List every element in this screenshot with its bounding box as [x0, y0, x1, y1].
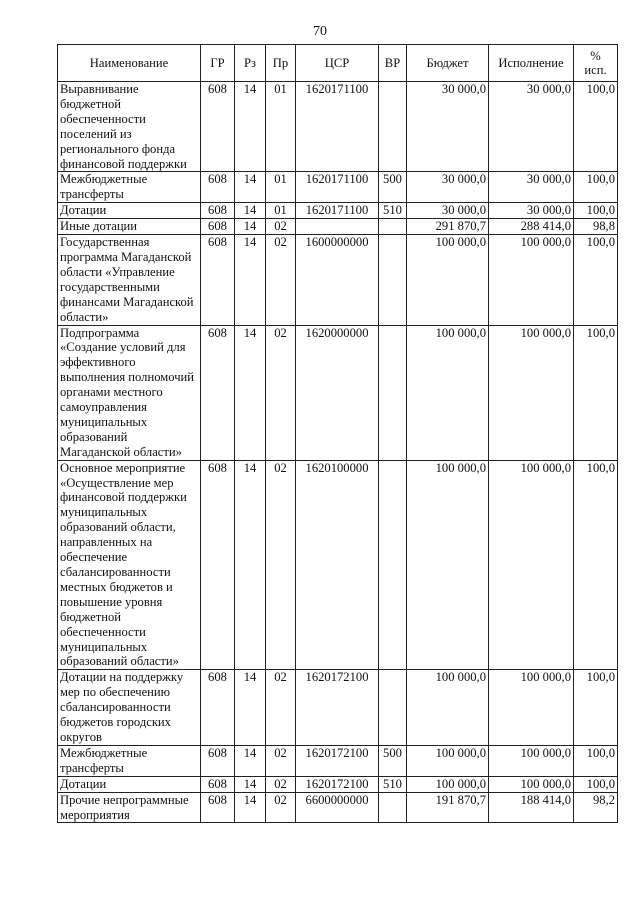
cell-csr: [296, 219, 379, 235]
page-number: 70: [313, 24, 327, 39]
cell-vr: [379, 670, 407, 746]
cell-gr: 608: [201, 82, 235, 172]
cell-pr: 02: [266, 745, 296, 776]
cell-pct: 100,0: [574, 203, 618, 219]
cell-pr: 01: [266, 82, 296, 172]
cell-name: Государственная программа Магаданской области «Управление государственными финансами Магаданской области»: [58, 235, 201, 325]
table-row: [58, 325, 618, 460]
cell-execution: 100 000,0: [489, 460, 574, 670]
cell-execution: 100 000,0: [489, 325, 574, 460]
cell-budget: 191 870,7: [407, 792, 489, 823]
cell-csr: 1620172100: [296, 670, 379, 746]
cell-vr: [379, 235, 407, 325]
table-row: [58, 745, 618, 776]
cell-pct: 100,0: [574, 745, 618, 776]
table-row: [58, 776, 618, 792]
cell-pct: 100,0: [574, 172, 618, 203]
cell-vr: 510: [379, 203, 407, 219]
cell-vr: 500: [379, 745, 407, 776]
table-row: [58, 460, 618, 670]
cell-vr: [379, 82, 407, 172]
cell-budget: 100 000,0: [407, 670, 489, 746]
cell-name: Дотации: [58, 776, 201, 792]
cell-rz: 14: [235, 219, 266, 235]
cell-csr: 6600000000: [296, 792, 379, 823]
cell-budget: 100 000,0: [407, 460, 489, 670]
cell-pr: 01: [266, 172, 296, 203]
table-row: [58, 203, 618, 219]
cell-budget: 30 000,0: [407, 82, 489, 172]
cell-csr: 1620172100: [296, 745, 379, 776]
cell-pr: 02: [266, 460, 296, 670]
cell-rz: 14: [235, 235, 266, 325]
cell-budget: 30 000,0: [407, 203, 489, 219]
cell-budget: 30 000,0: [407, 172, 489, 203]
table-header-row: [58, 45, 618, 82]
cell-budget: 100 000,0: [407, 745, 489, 776]
cell-gr: 608: [201, 325, 235, 460]
cell-name: Иные дотации: [58, 219, 201, 235]
header-budget: Бюджет: [407, 45, 489, 82]
cell-pr: 02: [266, 776, 296, 792]
header-pct-symbol: %: [590, 49, 601, 63]
cell-pct: 100,0: [574, 325, 618, 460]
header-pct: [574, 45, 618, 82]
table-row: [58, 235, 618, 325]
cell-budget: 100 000,0: [407, 325, 489, 460]
table-row: [58, 792, 618, 823]
cell-vr: [379, 219, 407, 235]
cell-execution: 188 414,0: [489, 792, 574, 823]
cell-rz: 14: [235, 792, 266, 823]
cell-name: Подпрограмма «Создание условий для эффективного выполнения полномочий органами местного самоуправления муниципальных образований Магаданской области»: [58, 325, 201, 460]
cell-execution: 30 000,0: [489, 82, 574, 172]
cell-name: Основное мероприятие «Осуществление мер финансовой поддержки муниципальных образований области, направленных на обеспечение сбалансированности местных бюджетов и повышение уровня бюджетной обеспеченности муниципальных образований области»: [58, 460, 201, 670]
header-pr: Пр: [266, 45, 296, 82]
cell-pct: 100,0: [574, 460, 618, 670]
table-row: [58, 219, 618, 235]
cell-execution: 100 000,0: [489, 776, 574, 792]
cell-vr: [379, 325, 407, 460]
header-gr: ГР: [201, 45, 235, 82]
cell-name: Дотации: [58, 203, 201, 219]
cell-pct: 100,0: [574, 82, 618, 172]
cell-pct: 100,0: [574, 776, 618, 792]
cell-name: Выравнивание бюджетной обеспеченности поселений из регионального фонда финансовой поддержки: [58, 82, 201, 172]
cell-rz: 14: [235, 82, 266, 172]
header-pct-label: исп.: [584, 63, 607, 77]
cell-name: Дотации на поддержку мер по обеспечению сбалансированности бюджетов городских округов: [58, 670, 201, 746]
cell-vr: 500: [379, 172, 407, 203]
table-row: [58, 172, 618, 203]
cell-rz: 14: [235, 325, 266, 460]
cell-rz: 14: [235, 670, 266, 746]
cell-pct: 100,0: [574, 235, 618, 325]
cell-pr: 02: [266, 792, 296, 823]
cell-csr: 1620171100: [296, 203, 379, 219]
header-rz: Рз: [235, 45, 266, 82]
table-row: [58, 82, 618, 172]
cell-gr: 608: [201, 219, 235, 235]
cell-vr: [379, 460, 407, 670]
cell-csr: 1620100000: [296, 460, 379, 670]
cell-gr: 608: [201, 776, 235, 792]
header-execution: Исполнение: [489, 45, 574, 82]
cell-pr: 02: [266, 235, 296, 325]
cell-name: Прочие непрограммные мероприятия: [58, 792, 201, 823]
cell-budget: 100 000,0: [407, 776, 489, 792]
cell-csr: 1620000000: [296, 325, 379, 460]
cell-vr: 510: [379, 776, 407, 792]
cell-rz: 14: [235, 460, 266, 670]
cell-pct: 100,0: [574, 670, 618, 746]
cell-name: Межбюджетные трансферты: [58, 745, 201, 776]
cell-rz: 14: [235, 745, 266, 776]
cell-execution: 100 000,0: [489, 745, 574, 776]
cell-name: Межбюджетные трансферты: [58, 172, 201, 203]
cell-execution: 100 000,0: [489, 670, 574, 746]
cell-gr: 608: [201, 792, 235, 823]
cell-gr: 608: [201, 745, 235, 776]
cell-csr: 1620171100: [296, 172, 379, 203]
cell-gr: 608: [201, 460, 235, 670]
cell-pr: 02: [266, 219, 296, 235]
header-vr: ВР: [379, 45, 407, 82]
header-csr: ЦСР: [296, 45, 379, 82]
cell-gr: 608: [201, 235, 235, 325]
cell-pr: 02: [266, 325, 296, 460]
cell-budget: 291 870,7: [407, 219, 489, 235]
table-row: [58, 670, 618, 746]
header-name: Наименование: [58, 45, 201, 82]
cell-execution: 30 000,0: [489, 203, 574, 219]
cell-rz: 14: [235, 203, 266, 219]
cell-gr: 608: [201, 670, 235, 746]
cell-execution: 288 414,0: [489, 219, 574, 235]
cell-gr: 608: [201, 203, 235, 219]
cell-pct: 98,2: [574, 792, 618, 823]
cell-csr: 1600000000: [296, 235, 379, 325]
cell-execution: 30 000,0: [489, 172, 574, 203]
cell-execution: 100 000,0: [489, 235, 574, 325]
cell-csr: 1620172100: [296, 776, 379, 792]
cell-gr: 608: [201, 172, 235, 203]
cell-pr: 01: [266, 203, 296, 219]
cell-rz: 14: [235, 172, 266, 203]
budget-table: [57, 44, 618, 823]
cell-pct: 98,8: [574, 219, 618, 235]
cell-pr: 02: [266, 670, 296, 746]
cell-budget: 100 000,0: [407, 235, 489, 325]
cell-vr: [379, 792, 407, 823]
cell-csr: 1620171100: [296, 82, 379, 172]
cell-rz: 14: [235, 776, 266, 792]
